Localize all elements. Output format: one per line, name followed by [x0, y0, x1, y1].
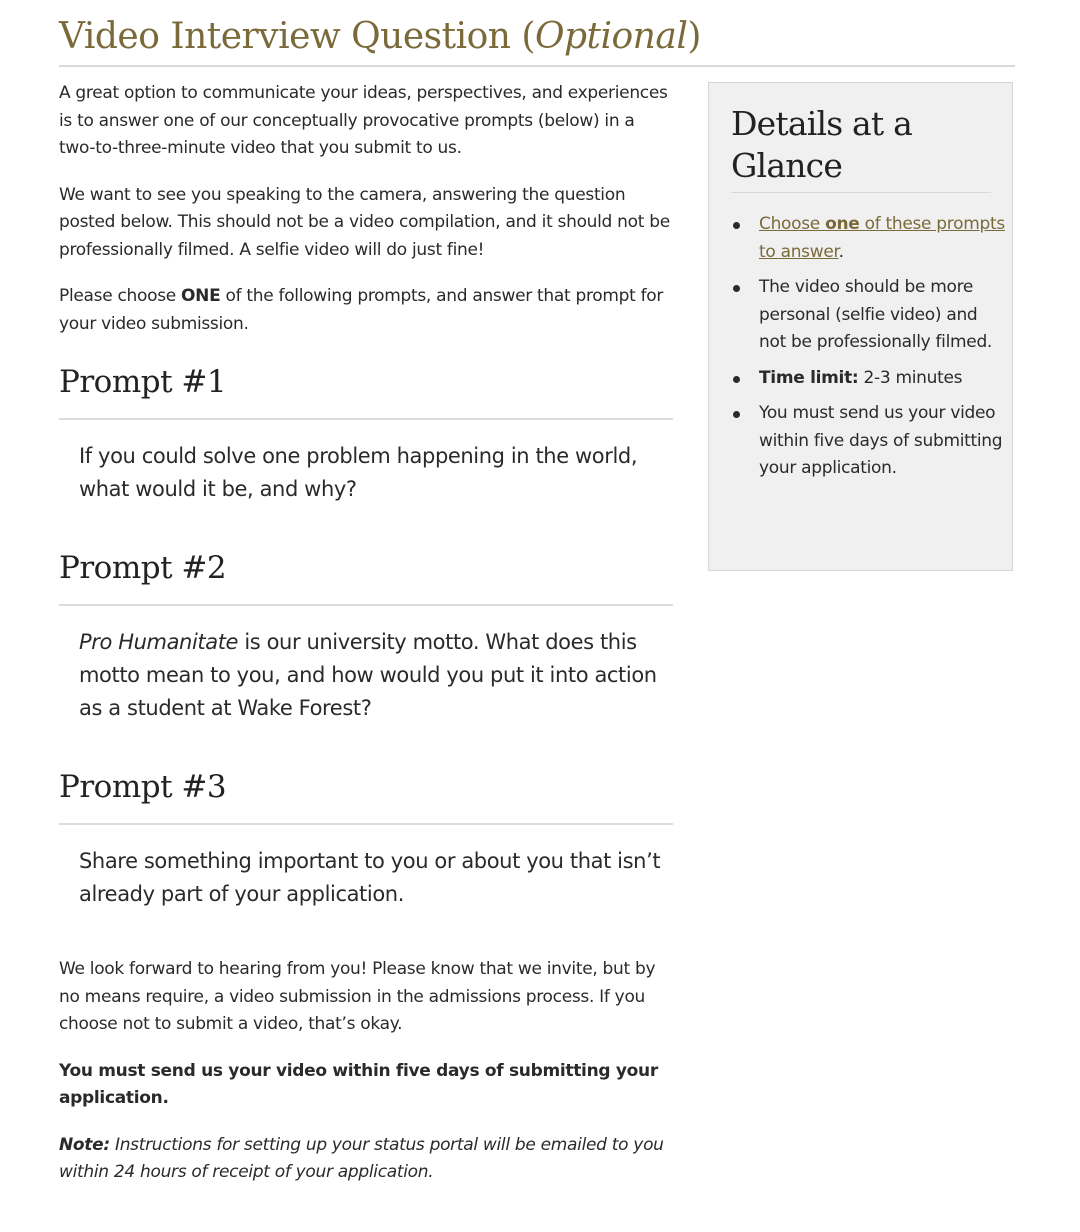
sidebar-divider [731, 192, 991, 193]
prompt-3 [59, 765, 673, 911]
prompt-2-text [59, 606, 673, 725]
main-content [59, 80, 673, 1206]
deadline-notice [59, 1058, 673, 1113]
page-title-close: ) [687, 16, 701, 57]
page-title [59, 12, 701, 62]
sidebar-title: Details at a Glance [731, 104, 912, 185]
bullet-icon [733, 376, 740, 383]
bullet-icon [733, 411, 740, 418]
note-label: Note: [59, 1134, 110, 1155]
page-title-text: Video Interview Question ( [59, 16, 535, 57]
sidebar-item-text: The video should be more personal (selfie video) and not be professionally filmed. [759, 277, 993, 352]
prompt-2-motto: Pro Humanitate [79, 630, 239, 654]
link-suffix: . [838, 241, 844, 262]
prompt-1-text: If you could solve one problem happening in the world, what would it be, and why? [79, 444, 638, 501]
intro-paragraph-2: We want to see you speaking to the camera, answering the question posted below. This should not be a video compilation, and it should not be professionally filmed. A selfie video will do just fine! [59, 184, 670, 260]
intro-p3-pre: Please choose [59, 286, 182, 306]
bullet-icon [733, 285, 740, 292]
sidebar-item-text: You must send us your video within five days of submitting your application. [759, 403, 1003, 478]
choose-prompt-link[interactable] [759, 214, 1005, 262]
sidebar-list [731, 211, 1006, 491]
prompt-1 [59, 360, 673, 506]
intro-p3-bold: ONE [181, 286, 221, 306]
details-sidebar [708, 82, 1013, 571]
prompt-2 [59, 546, 673, 725]
note-text: Instructions for setting up your status portal will be emailed to you within 24 hours of receipt of your application. [59, 1134, 664, 1182]
intro-paragraph-3 [59, 283, 673, 338]
page-title-optional: Optional [534, 16, 688, 57]
prompt-2-body: is our university motto. What does this motto mean to you, and how would you put it into action as a student at Wake Forest? [79, 630, 657, 720]
sidebar-item-choose-prompt [731, 211, 1006, 266]
title-divider [59, 65, 1015, 67]
prompt-1-heading: Prompt #1 [59, 364, 227, 400]
intro-paragraph-1: A great option to communicate your ideas, perspectives, and experiences is to answer one of our conceptually provocative prompts (below) in a two-to-three-minute video that you submit to us. [59, 83, 668, 158]
prompt-3-heading: Prompt #3 [59, 769, 227, 805]
sidebar-item-personal-video [731, 274, 1006, 357]
sidebar-item-time-limit [731, 365, 1006, 393]
intro-p3-post: of the following prompts, and answer that prompt for your video submission. [59, 286, 664, 334]
sidebar-item-deadline [731, 400, 1006, 483]
portal-note [59, 1132, 673, 1187]
bullet-icon [733, 222, 740, 229]
time-limit-value: 2-3 minutes [858, 367, 963, 388]
time-limit-label: Time limit: [759, 367, 859, 388]
link-text-pre[interactable]: Choose [759, 214, 826, 234]
closing-paragraph: We look forward to hearing from you! Please know that we invite, but by no means require, a video submission in the admissions process. If you choose not to submit a video, that’s okay. [59, 959, 656, 1034]
link-text-post[interactable]: of these prompts to answer [759, 214, 1005, 262]
prompt-2-heading: Prompt #2 [59, 550, 227, 586]
prompt-3-text: Share something important to you or about you that isn’t already part of your application. [79, 849, 661, 906]
deadline-notice-text: You must send us your video within five days of submitting your application. [59, 1060, 658, 1108]
link-text-bold[interactable]: one [825, 214, 860, 234]
